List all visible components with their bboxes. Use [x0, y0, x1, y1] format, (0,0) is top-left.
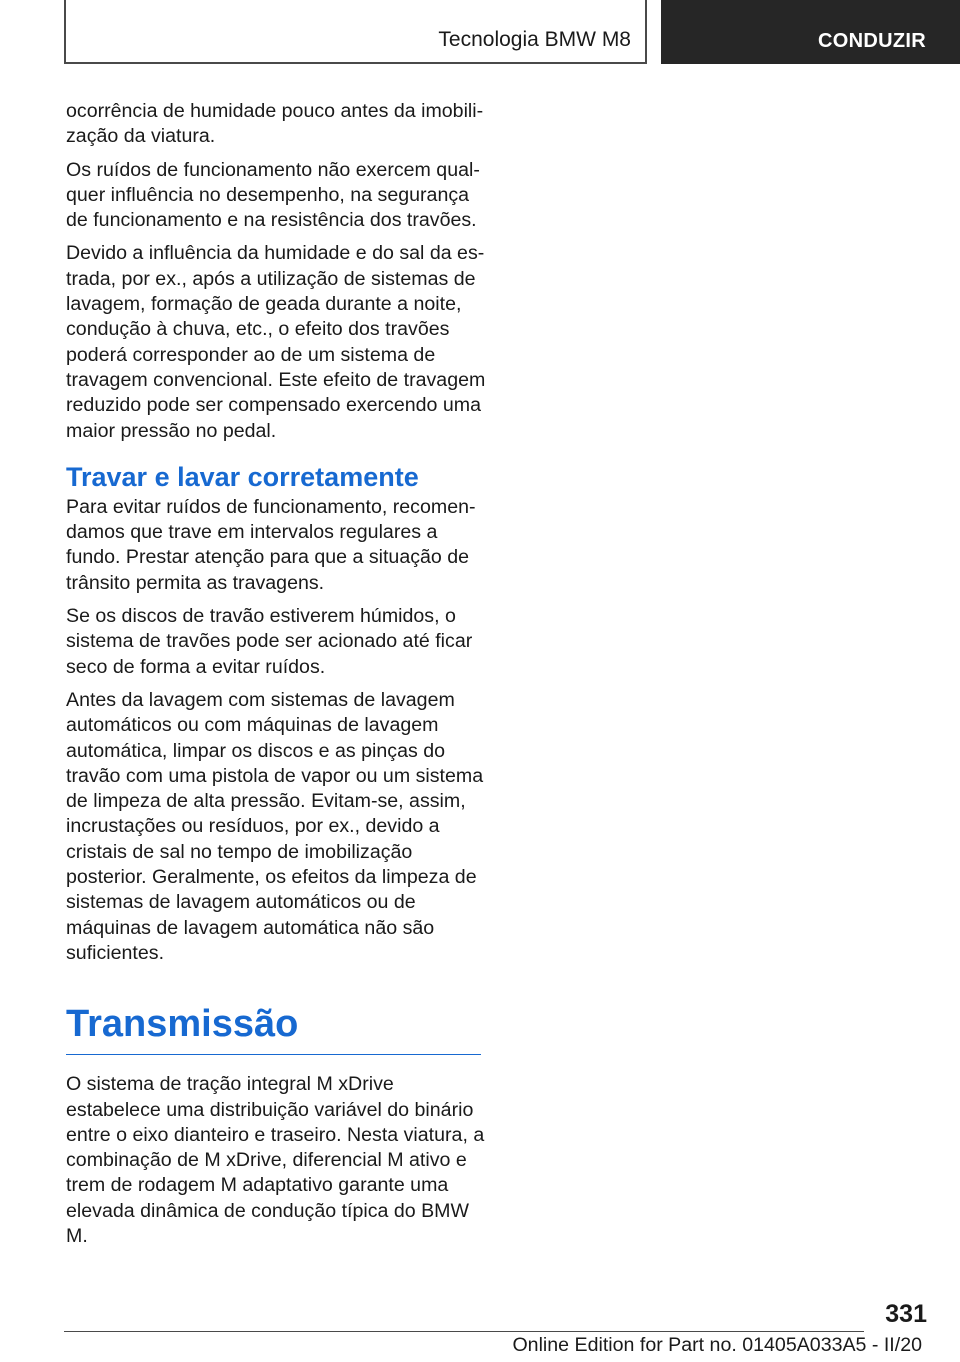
subheading: Travar e lavar corretamente [66, 461, 419, 492]
body-paragraph: O sistema de tração integral M xDrive estabelece uma distribuição variável do binário entre o eixo dianteiro e traseiro. Nesta viatura, a combinação de M xDrive, diferencial M ativo e trem de rodagem M adaptativo garante uma elevada dinâmica de condução típica do BMW M. [66, 1073, 485, 1247]
page-number: 331 [885, 1300, 927, 1328]
header-section-box [64, 0, 647, 64]
section-heading: Transmissão [66, 1002, 481, 1055]
main-content [66, 99, 486, 1257]
footer-divider [64, 1331, 864, 1332]
body-paragraph: Para evitar ruídos de funcionamento, recomendamos que trave em intervalos regulares a fundo. Prestar atenção para que a situação de trânsito permita as travagens. [66, 495, 476, 594]
body-paragraph: Se os discos de travão estiverem húmidos, o sistema de travões pode ser acionado até ficar seco de forma a evitar ruídos. [66, 605, 473, 678]
footer-edition-text: Online Edition for Part no. 01405A033A5 - II/20 [512, 1334, 922, 1356]
body-paragraph: Devido a influência da humidade e do sal da estrada, por ex., após a utilização de sistemas de lavagem, formação de geada durante a noite, condução à chuva, etc., o efeito dos travões poderá corresponder ao de um sistema de travagem convencional. Este efeito de travagem reduzido pode ser compensado exercendo uma maior pressão no pedal. [66, 242, 486, 442]
body-paragraph: Antes da lavagem com sistemas de lavagem automáticos ou com máquinas de lavagem automática, limpar os discos e as pinças do travão com uma pistola de vapor ou um sistema de limpeza de alta pressão. Evitam-se, assim, incrustações ou resíduos, por ex., devido a cristais de sal no tempo de imobilização posterior. Geralmente, os efeitos da limpeza de sistemas de lavagem automáticos ou de máquinas de lavagem automática não são suficientes. [66, 688, 484, 964]
header-chapter-label: CONDUZIR [818, 30, 926, 52]
body-paragraph: ocorrência de humidade pouco antes da imobilização da viatura. [66, 100, 484, 148]
header-chapter-tab [661, 0, 960, 64]
body-paragraph: Os ruídos de funcionamento não exercem qualquer influência no desempenho, na segurança de funcionamento e na resistência dos travões. [66, 158, 480, 232]
header-section-title: Tecnologia BMW M8 [438, 28, 631, 51]
